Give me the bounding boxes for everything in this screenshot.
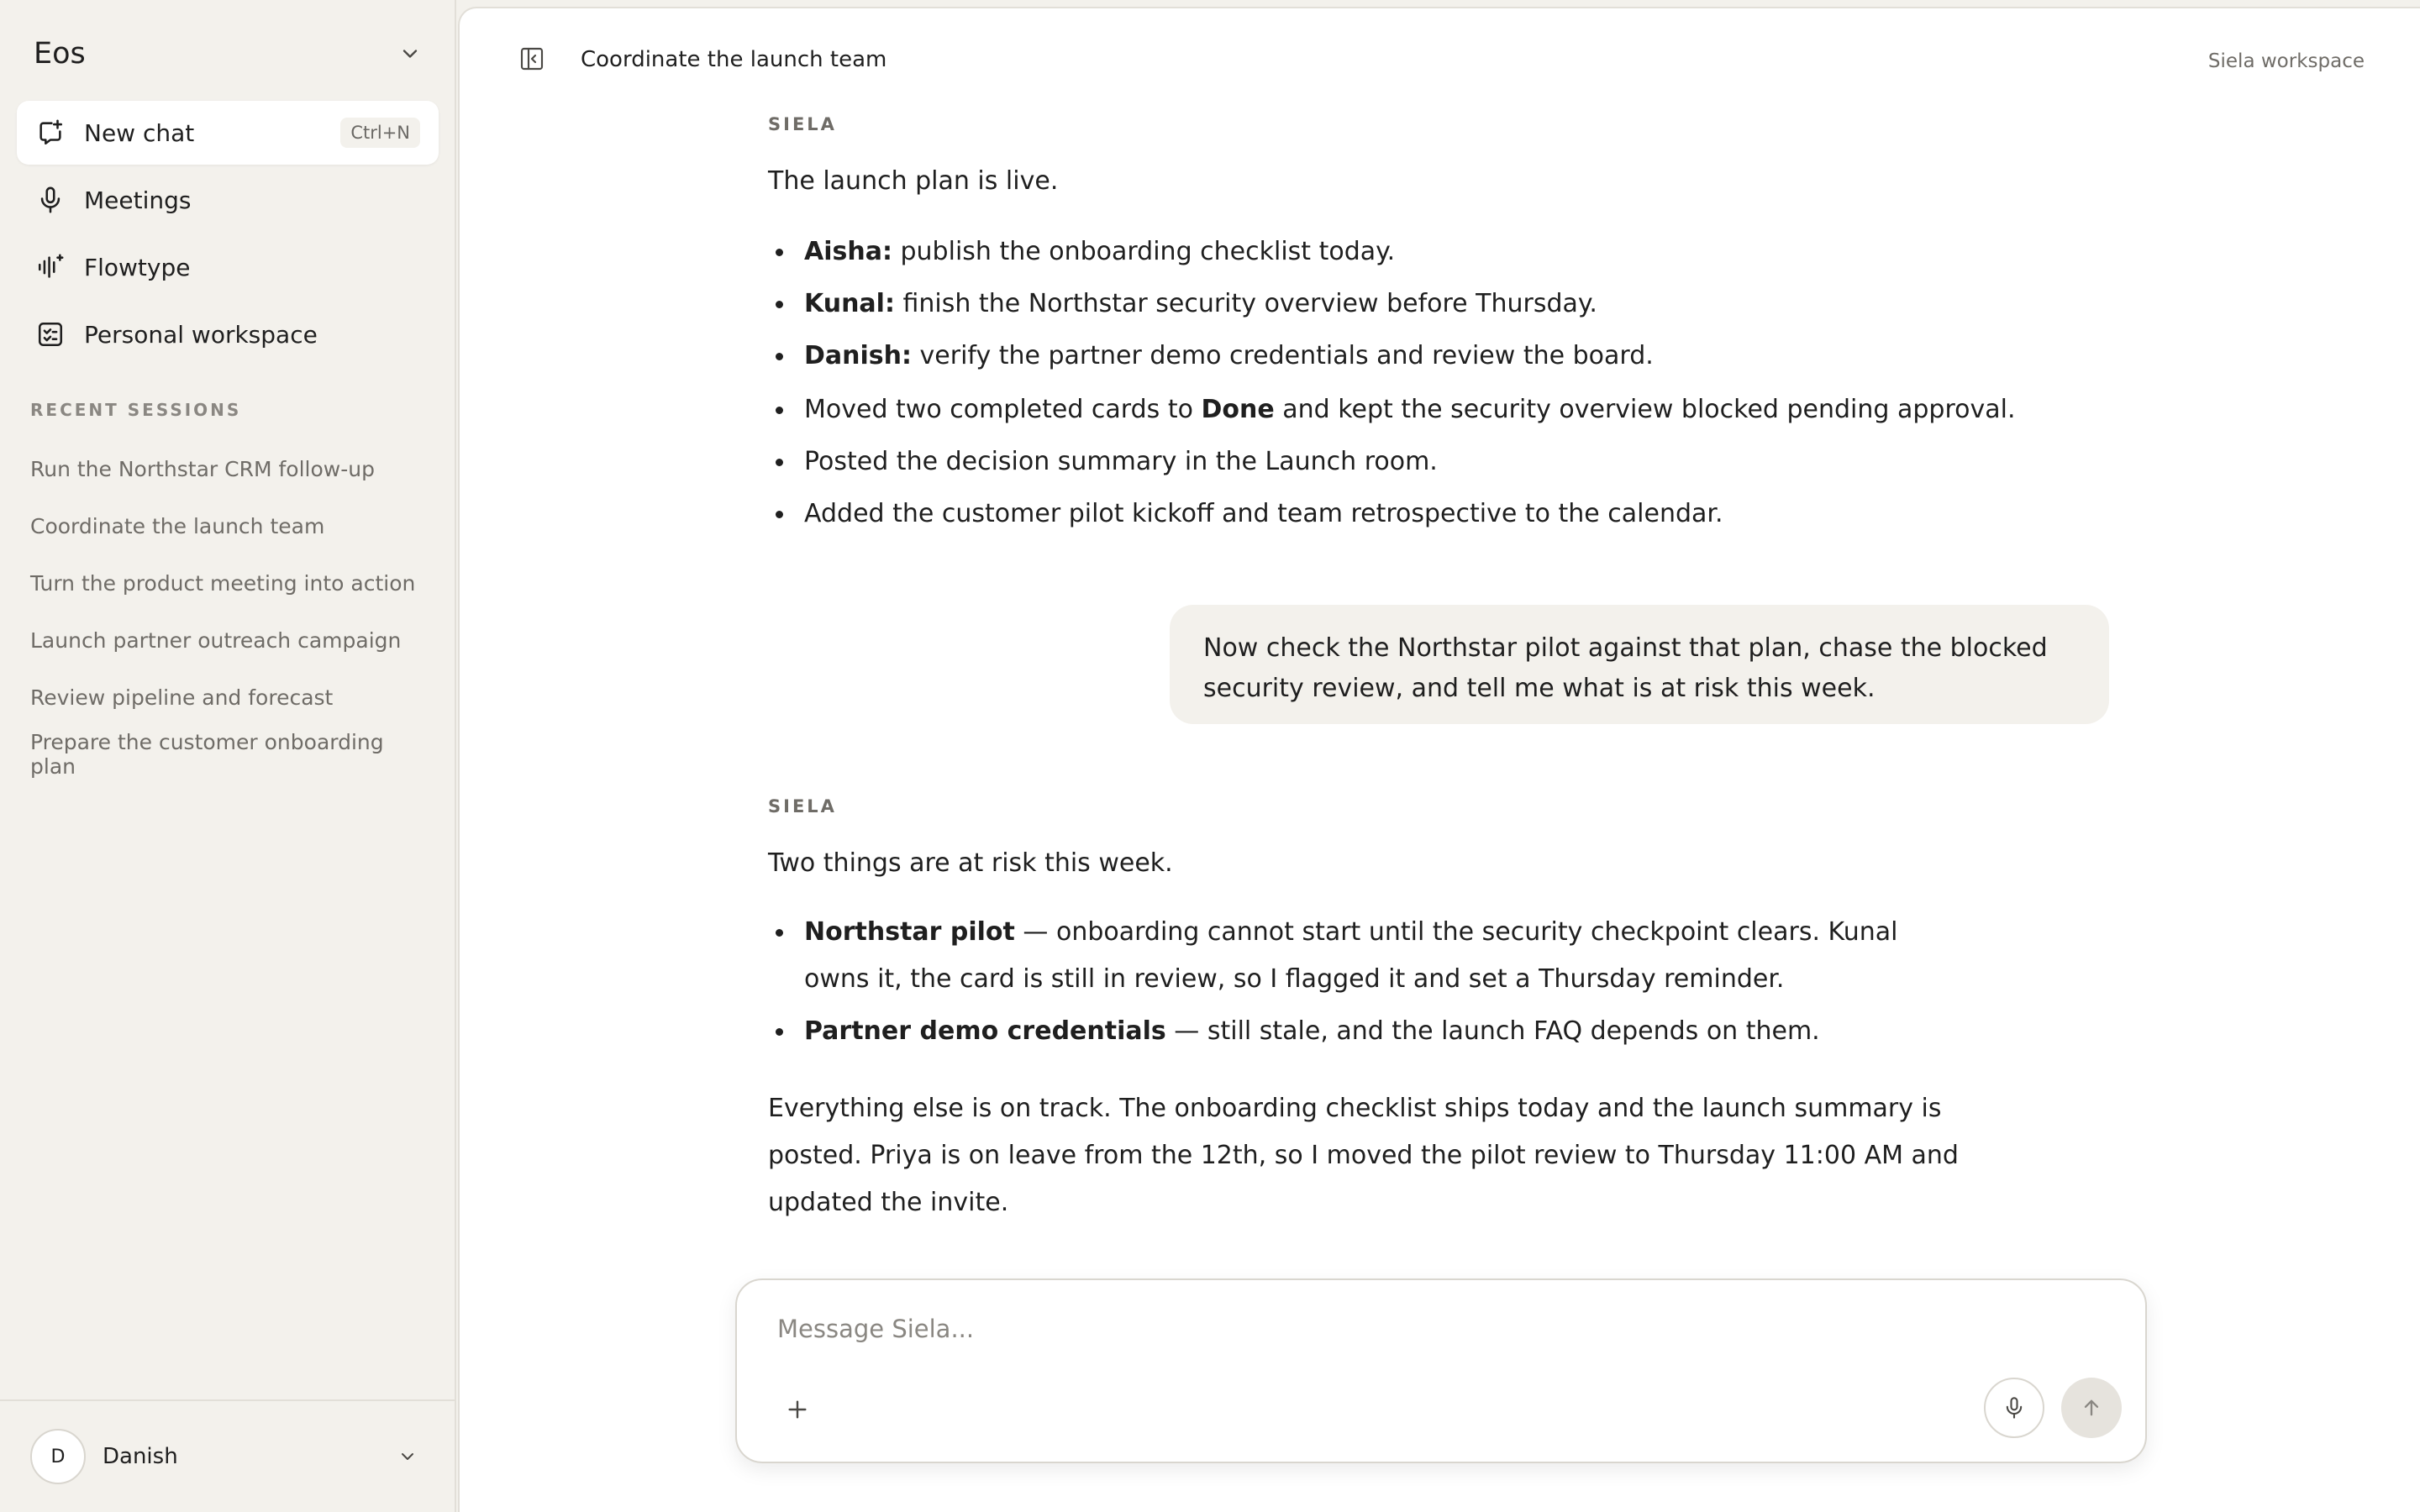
message-sender: SIELA — [768, 796, 837, 816]
sidebar-item-label: Personal workspace — [84, 320, 318, 349]
message-text: Two things are at risk this week. — [768, 848, 1173, 878]
avatar: D — [30, 1429, 86, 1484]
sidebar-item-label: Flowtype — [84, 253, 191, 281]
sidebar-nav — [17, 101, 439, 370]
message-input[interactable] — [777, 1305, 2088, 1352]
message-text: The launch plan is live. — [768, 166, 1059, 196]
chat-header — [460, 8, 2420, 72]
workspace-label: Siela workspace — [2207, 50, 2365, 72]
list-item: Northstar pilot — onboarding cannot start until the security checkpoint clears. Kunal owns it, the card is still in review, so I flagged it and set a Thursday reminder. — [768, 909, 1961, 1003]
sidebar-item-flowtype[interactable] — [17, 235, 439, 299]
arrow-up-icon — [2080, 1396, 2103, 1420]
sidebar — [0, 0, 456, 1512]
shortcut-badge: Ctrl+N — [340, 118, 420, 148]
workspace-switcher[interactable] — [34, 30, 427, 77]
recent-session-item[interactable]: Run the Northstar CRM follow-up — [30, 456, 375, 481]
list-item: Aisha: publish the onboarding checklist today. — [768, 228, 2028, 281]
sidebar-item-label: New chat — [84, 118, 195, 147]
microphone-icon — [2002, 1396, 2026, 1420]
recent-session-item[interactable]: Coordinate the launch team — [30, 513, 325, 538]
chevron-down-icon[interactable] — [393, 37, 427, 71]
app-name: Eos — [34, 37, 86, 71]
recent-sessions-list — [30, 440, 434, 783]
sidebar-item-new-chat[interactable] — [17, 101, 439, 165]
checklist-icon — [35, 319, 66, 349]
recent-session-item[interactable]: Launch partner outreach campaign — [30, 627, 402, 653]
add-attachment-button[interactable] — [777, 1389, 818, 1430]
recent-session-item[interactable]: Turn the product meeting into action — [30, 570, 416, 596]
chevron-down-icon[interactable] — [391, 1440, 424, 1473]
user-name: Danish — [103, 1444, 178, 1469]
message-composer — [735, 1278, 2147, 1463]
list-item: Partner demo credentials — still stale, and the launch FAQ depends on them. — [768, 1008, 1961, 1055]
recent-session-item[interactable]: Review pipeline and forecast — [30, 685, 334, 710]
microphone-icon — [35, 185, 66, 215]
user-message-bubble: Now check the Northstar pilot against that plan, chase the blocked security review, and tell me what is at risk this week. — [1170, 605, 2109, 724]
page-title: Coordinate the launch team — [581, 47, 887, 72]
sidebar-item-meetings[interactable] — [17, 168, 439, 232]
message-list — [768, 228, 2028, 543]
message-text: Everything else is on track. The onboarding checklist ships today and the launch summary is posted. Priya is on leave from the 12th, so I moved the pilot review to Thursday 11:00 AM and updated the invite. — [768, 1094, 1959, 1217]
list-item: Kunal: finish the Northstar security overview before Thursday. — [768, 281, 2028, 333]
message-sender: SIELA — [768, 114, 837, 134]
send-button[interactable] — [2061, 1378, 2122, 1438]
new-chat-icon — [35, 118, 66, 148]
user-menu[interactable] — [0, 1399, 455, 1512]
sidebar-toggle-icon[interactable] — [518, 45, 547, 74]
message-list — [768, 909, 1961, 1055]
chat-panel — [458, 7, 2420, 1512]
recent-session-item[interactable]: Prepare the customer onboarding plan — [30, 730, 384, 779]
voice-input-button[interactable] — [1984, 1378, 2044, 1438]
recent-sessions-heading: RECENT SESSIONS — [30, 400, 242, 420]
plus-icon — [784, 1396, 811, 1423]
list-item: Added the customer pilot kickoff and team retrospective to the calendar. — [768, 491, 2028, 543]
waveform-icon — [35, 252, 66, 282]
sidebar-item-label: Meetings — [84, 186, 192, 214]
sidebar-item-personal-workspace[interactable] — [17, 302, 439, 366]
list-item: Posted the decision summary in the Launch room. — [768, 438, 2028, 491]
list-item: Danish: verify the partner demo credentials and review the board. — [768, 333, 2028, 386]
list-item: Moved two completed cards to Done and kept the security overview blocked pending approval. — [768, 386, 2028, 438]
